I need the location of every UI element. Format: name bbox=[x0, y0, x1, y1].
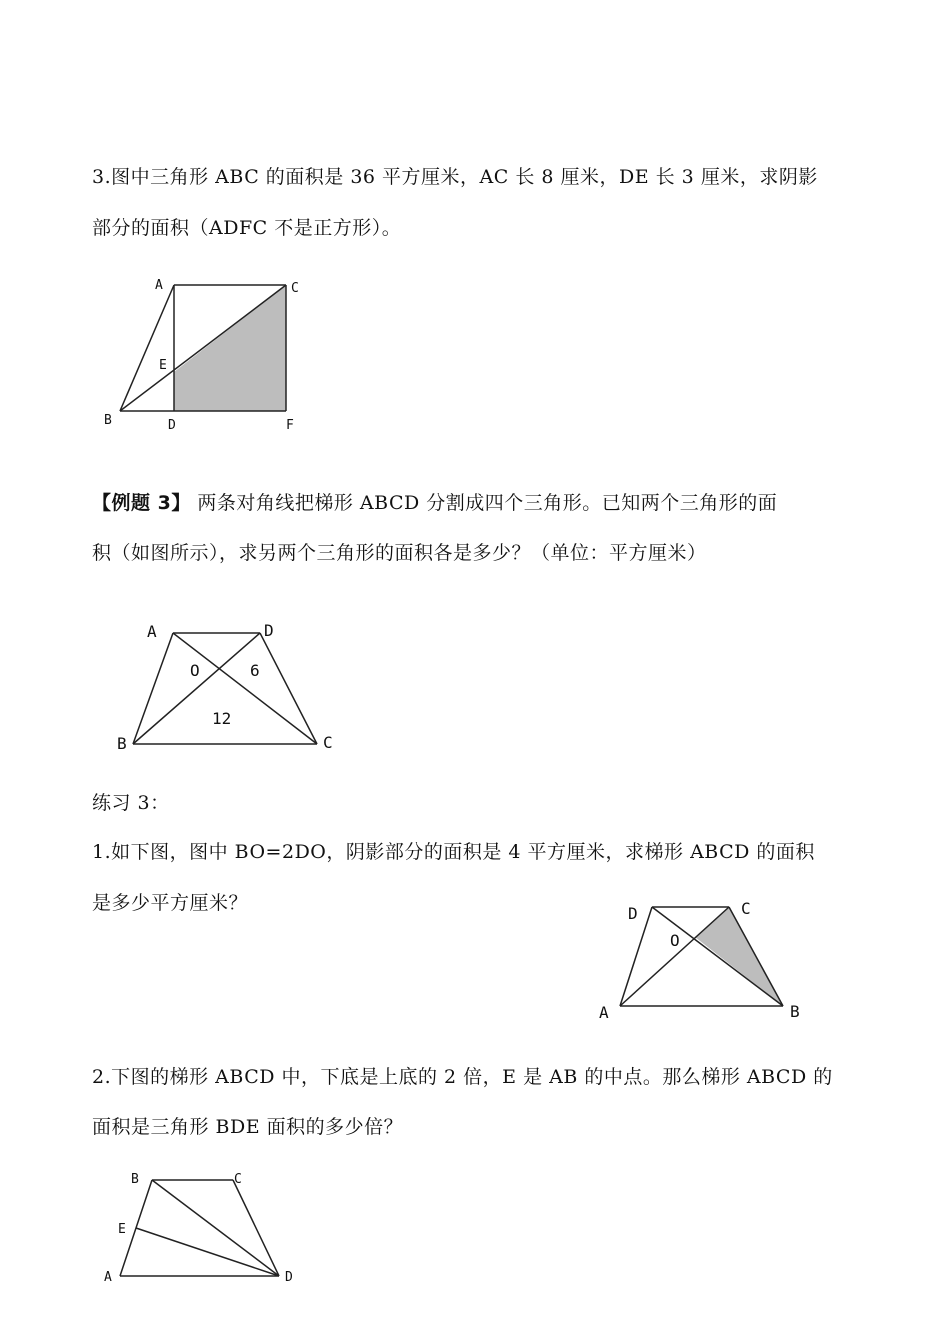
example3-line1-text: 两条对角线把梯形 ABCD 分割成四个三角形。已知两个三角形的面 bbox=[190, 492, 778, 514]
practice3-q1-line1: 1.如下图，图中 BO=2DO，阴影部分的面积是 4 平方厘米，求梯形 ABCD 的面积 bbox=[92, 841, 815, 863]
label-d: D bbox=[168, 418, 176, 433]
problem3-line2: 部分的面积（ADFC 不是正方形）。 bbox=[92, 217, 402, 239]
example3-line2: 积（如图所示），求另两个三角形的面积各是多少？（单位：平方厘米） bbox=[92, 542, 707, 564]
area-label-6: 6 bbox=[250, 661, 260, 680]
label-e: E bbox=[159, 358, 167, 373]
label-o: O bbox=[190, 661, 200, 680]
problem3-line1: 3.图中三角形 ABC 的面积是 36 平方厘米，AC 长 8 厘米，DE 长 3 厘米，求阴影 bbox=[92, 166, 818, 188]
label-c: C bbox=[234, 1172, 242, 1187]
label-d: D bbox=[285, 1270, 293, 1285]
label-b: B bbox=[131, 1172, 139, 1187]
label-c: C bbox=[323, 733, 333, 752]
practice3-q2-line2: 面积是三角形 BDE 面积的多少倍？ bbox=[92, 1116, 404, 1138]
label-f: F bbox=[286, 418, 294, 433]
label-e: E bbox=[118, 1222, 126, 1237]
label-d: D bbox=[264, 621, 274, 640]
practice3-q1-line2: 是多少平方厘米？ bbox=[92, 892, 249, 914]
label-b: B bbox=[117, 734, 127, 753]
label-a: A bbox=[147, 622, 157, 641]
segment-cd bbox=[233, 1180, 279, 1276]
area-label-12: 12 bbox=[212, 709, 232, 728]
label-b: B bbox=[790, 1002, 800, 1021]
label-d: D bbox=[628, 904, 638, 923]
label-b: B bbox=[104, 413, 112, 428]
label-a: A bbox=[104, 1270, 112, 1285]
label-c: C bbox=[291, 281, 299, 296]
label-c: C bbox=[741, 899, 751, 918]
label-a: A bbox=[155, 278, 163, 293]
example3-tag: 【例题 3】 bbox=[92, 492, 191, 514]
label-o: O bbox=[670, 931, 680, 950]
segment-ed bbox=[136, 1228, 279, 1276]
practice3-heading: 练习 3： bbox=[92, 792, 170, 814]
label-a: A bbox=[599, 1003, 609, 1022]
practice3-q2-line1: 2.下图的梯形 ABCD 中，下底是上底的 2 倍，E 是 AB 的中点。那么梯形 ABCD 的 bbox=[92, 1066, 833, 1088]
segment-bd bbox=[152, 1180, 279, 1276]
